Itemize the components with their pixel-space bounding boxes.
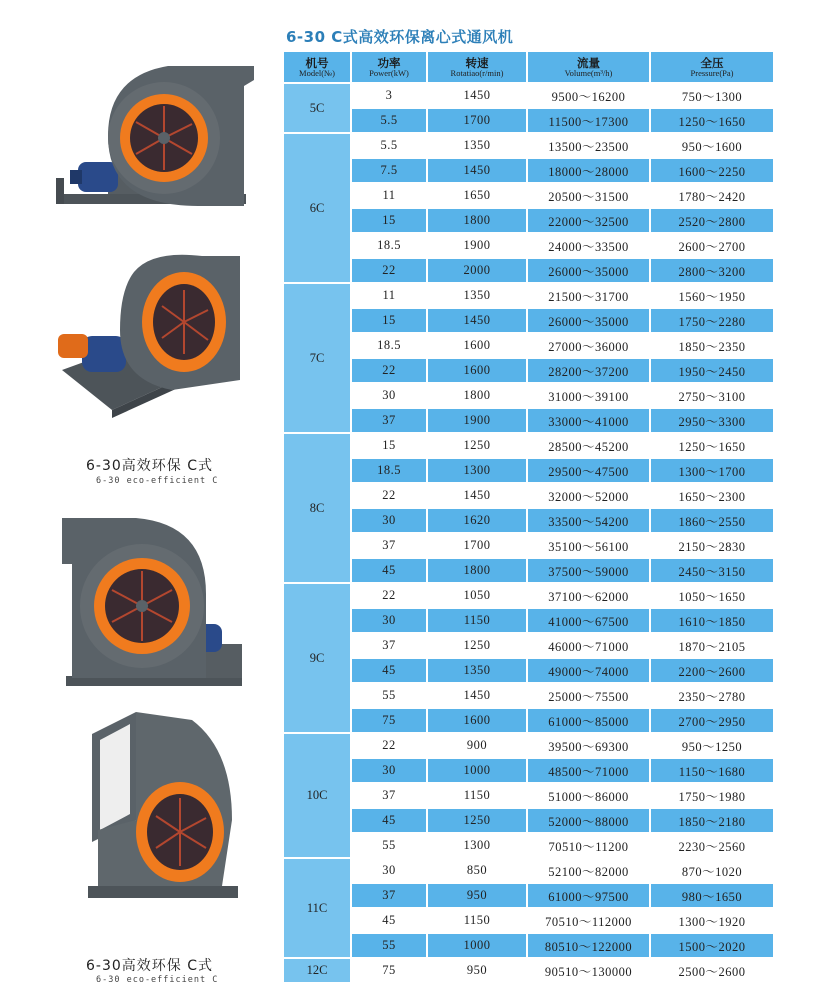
volume-cell: 26000～35000: [527, 258, 650, 283]
table-row: [284, 158, 774, 183]
speed-cell: 1450: [427, 83, 527, 108]
table-row: [284, 508, 774, 533]
table-row: [284, 908, 774, 933]
power-cell: 22: [351, 258, 427, 283]
table-row: [284, 258, 774, 283]
speed-cell: 1450: [427, 483, 527, 508]
pressure-cell: 1050～1650: [650, 583, 774, 608]
table-row: [284, 783, 774, 808]
volume-cell: 51000～86000: [527, 783, 650, 808]
model-cell: 5C: [284, 83, 351, 133]
power-cell: 37: [351, 408, 427, 433]
power-cell: 18.5: [351, 233, 427, 258]
caption-en-1: 6-30 eco-efficient C: [96, 476, 219, 486]
model-cell: 11C: [284, 858, 351, 958]
speed-cell: 1250: [427, 808, 527, 833]
model-cell: 10C: [284, 733, 351, 858]
speed-cell: 1650: [427, 183, 527, 208]
power-cell: 18.5: [351, 333, 427, 358]
pressure-cell: 2600～2700: [650, 233, 774, 258]
speed-cell: 1350: [427, 658, 527, 683]
pressure-cell: 1750～2280: [650, 308, 774, 333]
volume-cell: 13500～23500: [527, 133, 650, 158]
pressure-cell: 1850～2180: [650, 808, 774, 833]
caption-en-2: 6-30 eco-efficient C: [96, 975, 219, 985]
volume-cell: 37100～62000: [527, 583, 650, 608]
speed-cell: 1700: [427, 533, 527, 558]
speed-cell: 1700: [427, 108, 527, 133]
table-row: [284, 808, 774, 833]
table-row: [284, 858, 774, 883]
table-row: [284, 558, 774, 583]
power-cell: 37: [351, 633, 427, 658]
pressure-cell: 1250～1650: [650, 108, 774, 133]
pressure-cell: 980～1650: [650, 883, 774, 908]
power-cell: 37: [351, 783, 427, 808]
power-cell: 45: [351, 658, 427, 683]
volume-cell: 61000～97500: [527, 883, 650, 908]
power-cell: 75: [351, 958, 427, 983]
speed-cell: 1450: [427, 158, 527, 183]
pressure-cell: 2150～2830: [650, 533, 774, 558]
power-cell: 55: [351, 833, 427, 858]
volume-cell: 61000～85000: [527, 708, 650, 733]
power-cell: 55: [351, 683, 427, 708]
header-pressure: 全压 Pressure(Pa): [650, 52, 774, 83]
volume-cell: 25000～75500: [527, 683, 650, 708]
model-cell: 9C: [284, 583, 351, 733]
caption-cn-1: 6-30高效环保 C式: [86, 458, 213, 474]
table-row: [284, 333, 774, 358]
speed-cell: 1900: [427, 408, 527, 433]
table-row: [284, 583, 774, 608]
speed-cell: 1800: [427, 558, 527, 583]
table-row: [284, 308, 774, 333]
table-row: [284, 733, 774, 758]
power-cell: 75: [351, 708, 427, 733]
speed-cell: 1150: [427, 783, 527, 808]
table-header-row: [284, 52, 774, 83]
speed-cell: 1150: [427, 608, 527, 633]
volume-cell: 70510～112000: [527, 908, 650, 933]
pressure-cell: 1750～1980: [650, 783, 774, 808]
speed-cell: 900: [427, 733, 527, 758]
table-row: [284, 108, 774, 133]
fan-image-4: [72, 710, 252, 902]
volume-cell: 90510～130000: [527, 958, 650, 983]
table-row: [284, 658, 774, 683]
speed-cell: 1250: [427, 433, 527, 458]
fan-image-2: [52, 250, 252, 420]
table-row: [284, 383, 774, 408]
pressure-cell: 1650～2300: [650, 483, 774, 508]
volume-cell: 11500～17300: [527, 108, 650, 133]
volume-cell: 41000～67500: [527, 608, 650, 633]
table-row: [284, 83, 774, 108]
speed-cell: 1800: [427, 208, 527, 233]
volume-cell: 26000～35000: [527, 308, 650, 333]
speed-cell: 1600: [427, 358, 527, 383]
power-cell: 30: [351, 608, 427, 633]
power-cell: 22: [351, 483, 427, 508]
power-cell: 22: [351, 358, 427, 383]
table-row: [284, 883, 774, 908]
table-row: [284, 133, 774, 158]
model-cell: 6C: [284, 133, 351, 283]
pressure-cell: 750～1300: [650, 83, 774, 108]
power-cell: 37: [351, 883, 427, 908]
pressure-cell: 2700～2950: [650, 708, 774, 733]
pressure-cell: 1600～2250: [650, 158, 774, 183]
pressure-cell: 1780～2420: [650, 183, 774, 208]
model-cell: 7C: [284, 283, 351, 433]
table-row: [284, 608, 774, 633]
power-cell: 15: [351, 308, 427, 333]
power-cell: 11: [351, 283, 427, 308]
speed-cell: 1620: [427, 508, 527, 533]
table-row: [284, 683, 774, 708]
volume-cell: 18000～28000: [527, 158, 650, 183]
speed-cell: 1000: [427, 758, 527, 783]
pressure-cell: 2520～2800: [650, 208, 774, 233]
table-row: [284, 833, 774, 858]
speed-cell: 950: [427, 883, 527, 908]
speed-cell: 1450: [427, 308, 527, 333]
pressure-cell: 950～1250: [650, 733, 774, 758]
fan-image-1: [48, 66, 258, 218]
spec-table: [284, 52, 775, 984]
volume-cell: 35100～56100: [527, 533, 650, 558]
speed-cell: 1000: [427, 933, 527, 958]
power-cell: 5.5: [351, 133, 427, 158]
header-speed: 转速 Rotatiao(r/min): [427, 52, 527, 83]
speed-cell: 1250: [427, 633, 527, 658]
power-cell: 3: [351, 83, 427, 108]
volume-cell: 27000～36000: [527, 333, 650, 358]
volume-cell: 24000～33500: [527, 233, 650, 258]
pressure-cell: 2350～2780: [650, 683, 774, 708]
volume-cell: 28500～45200: [527, 433, 650, 458]
power-cell: 45: [351, 908, 427, 933]
speed-cell: 1900: [427, 233, 527, 258]
power-cell: 5.5: [351, 108, 427, 133]
power-cell: 30: [351, 758, 427, 783]
pressure-cell: 1500～2020: [650, 933, 774, 958]
pressure-cell: 2230～2560: [650, 833, 774, 858]
power-cell: 18.5: [351, 458, 427, 483]
power-cell: 37: [351, 533, 427, 558]
table-row: [284, 708, 774, 733]
pressure-cell: 2800～3200: [650, 258, 774, 283]
volume-cell: 39500～69300: [527, 733, 650, 758]
pressure-cell: 1860～2550: [650, 508, 774, 533]
volume-cell: 49000～74000: [527, 658, 650, 683]
power-cell: 30: [351, 508, 427, 533]
pressure-cell: 2950～3300: [650, 408, 774, 433]
page-title: 6-30 C式高效环保离心式通风机: [286, 28, 514, 46]
volume-cell: 33500～54200: [527, 508, 650, 533]
pressure-cell: 2450～3150: [650, 558, 774, 583]
volume-cell: 29500～47500: [527, 458, 650, 483]
table-row: [284, 283, 774, 308]
table-row: [284, 208, 774, 233]
volume-cell: 21500～31700: [527, 283, 650, 308]
speed-cell: 2000: [427, 258, 527, 283]
speed-cell: 950: [427, 958, 527, 983]
power-cell: 15: [351, 433, 427, 458]
speed-cell: 850: [427, 858, 527, 883]
speed-cell: 1050: [427, 583, 527, 608]
header-volume: 流量 Volume(m³/h): [527, 52, 650, 83]
table-row: [284, 958, 774, 983]
volume-cell: 52100～82000: [527, 858, 650, 883]
table-row: [284, 533, 774, 558]
pressure-cell: 1610～1850: [650, 608, 774, 633]
volume-cell: 37500～59000: [527, 558, 650, 583]
volume-cell: 9500～16200: [527, 83, 650, 108]
pressure-cell: 950～1600: [650, 133, 774, 158]
power-cell: 15: [351, 208, 427, 233]
volume-cell: 28200～37200: [527, 358, 650, 383]
volume-cell: 80510～122000: [527, 933, 650, 958]
volume-cell: 46000～71000: [527, 633, 650, 658]
table-row: [284, 633, 774, 658]
speed-cell: 1600: [427, 333, 527, 358]
model-cell: 12C: [284, 958, 351, 983]
table-row: [284, 433, 774, 458]
power-cell: 22: [351, 583, 427, 608]
volume-cell: 32000～52000: [527, 483, 650, 508]
caption-cn-2: 6-30高效环保 C式: [86, 958, 213, 974]
table-row: [284, 758, 774, 783]
pressure-cell: 1870～2105: [650, 633, 774, 658]
speed-cell: 1300: [427, 833, 527, 858]
power-cell: 45: [351, 558, 427, 583]
volume-cell: 52000～88000: [527, 808, 650, 833]
pressure-cell: 1950～2450: [650, 358, 774, 383]
pressure-cell: 1560～1950: [650, 283, 774, 308]
table-row: [284, 458, 774, 483]
spec-table-body: [284, 83, 774, 983]
model-cell: 8C: [284, 433, 351, 583]
table-row: [284, 933, 774, 958]
power-cell: 22: [351, 733, 427, 758]
speed-cell: 1600: [427, 708, 527, 733]
fan-image-3: [56, 514, 246, 690]
header-model: 机号 Model(№): [284, 52, 351, 83]
volume-cell: 33000～41000: [527, 408, 650, 433]
pressure-cell: 1300～1920: [650, 908, 774, 933]
volume-cell: 48500～71000: [527, 758, 650, 783]
pressure-cell: 870～1020: [650, 858, 774, 883]
power-cell: 55: [351, 933, 427, 958]
pressure-cell: 2200～2600: [650, 658, 774, 683]
table-row: [284, 483, 774, 508]
table-row: [284, 233, 774, 258]
pressure-cell: 2500～2600: [650, 958, 774, 983]
volume-cell: 20500～31500: [527, 183, 650, 208]
speed-cell: 1150: [427, 908, 527, 933]
table-row: [284, 183, 774, 208]
volume-cell: 70510～11200: [527, 833, 650, 858]
table-row: [284, 408, 774, 433]
pressure-cell: 1250～1650: [650, 433, 774, 458]
power-cell: 30: [351, 858, 427, 883]
power-cell: 45: [351, 808, 427, 833]
pressure-cell: 1150～1680: [650, 758, 774, 783]
pressure-cell: 1300～1700: [650, 458, 774, 483]
volume-cell: 22000～32500: [527, 208, 650, 233]
speed-cell: 1450: [427, 683, 527, 708]
volume-cell: 31000～39100: [527, 383, 650, 408]
speed-cell: 1800: [427, 383, 527, 408]
speed-cell: 1350: [427, 133, 527, 158]
pressure-cell: 2750～3100: [650, 383, 774, 408]
power-cell: 7.5: [351, 158, 427, 183]
power-cell: 11: [351, 183, 427, 208]
speed-cell: 1300: [427, 458, 527, 483]
header-power: 功率 Power(kW): [351, 52, 427, 83]
table-row: [284, 358, 774, 383]
power-cell: 30: [351, 383, 427, 408]
speed-cell: 1350: [427, 283, 527, 308]
pressure-cell: 1850～2350: [650, 333, 774, 358]
